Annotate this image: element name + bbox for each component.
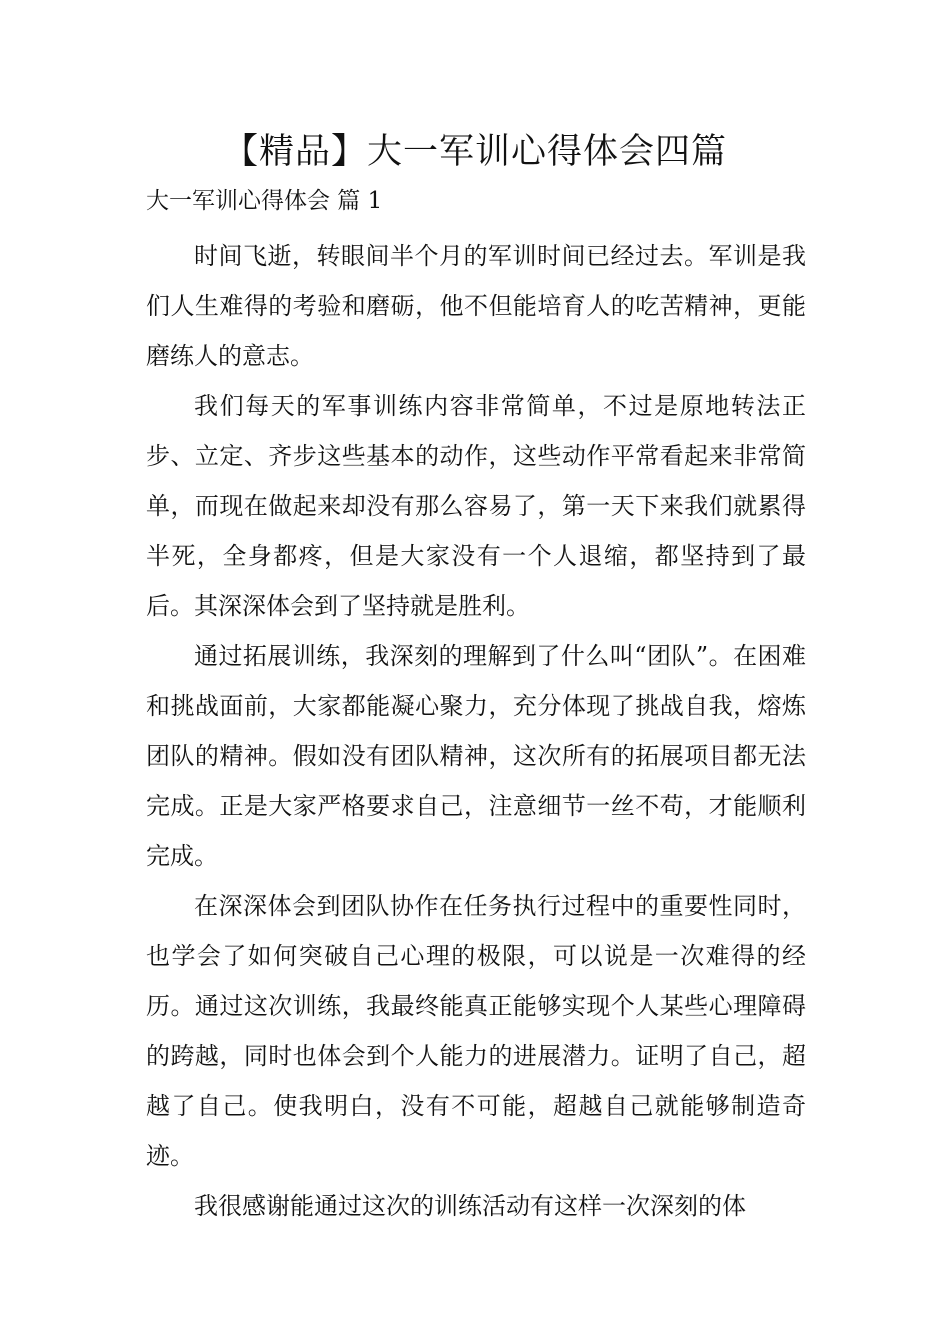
section-heading: 大一军训心得体会 篇 1 bbox=[146, 188, 383, 214]
paragraph: 我们每天的军事训练内容非常简单，不过是原地转法正步、立定、齐步这些基本的动作，这些动作平常看起来非常简单，而现在做起来却没有那么容易了，第一天下来我们就累得半死，全身都疼，但是大家没有一个人退缩，都坚持到了最后。其深深体会到了坚持就是胜利。 bbox=[146, 392, 806, 620]
document-body bbox=[146, 231, 806, 1231]
paragraph: 通过拓展训练，我深刻的理解到了什么叫“团队”。在困难和挑战面前，大家都能凝心聚力，充分体现了挑战自我，熔炼团队的精神。假如没有团队精神，这次所有的拓展项目都无法完成。正是大家严格要求自己，注意细节一丝不苟，才能顺利完成。 bbox=[146, 642, 806, 870]
paragraph: 时间飞逝，转眼间半个月的军训时间已经过去。军训是我们人生难得的考验和磨砺，他不但能培育人的吃苦精神，更能磨练人的意志。 bbox=[146, 242, 806, 370]
paragraph: 我很感谢能通过这次的训练活动有这样一次深刻的体 bbox=[194, 1192, 746, 1220]
paragraph: 在深深体会到团队协作在任务执行过程中的重要性同时，也学会了如何突破自己心理的极限，可以说是一次难得的经历。通过这次训练，我最终能真正能够实现个人某些心理障碍的跨越，同时也体会到个人能力的进展潜力。证明了自己，超越了自己。使我明白，没有不可能，超越自己就能够制造奇迹。 bbox=[146, 892, 806, 1170]
document-title: 【精品】大一军训心得体会四篇 bbox=[222, 132, 727, 172]
